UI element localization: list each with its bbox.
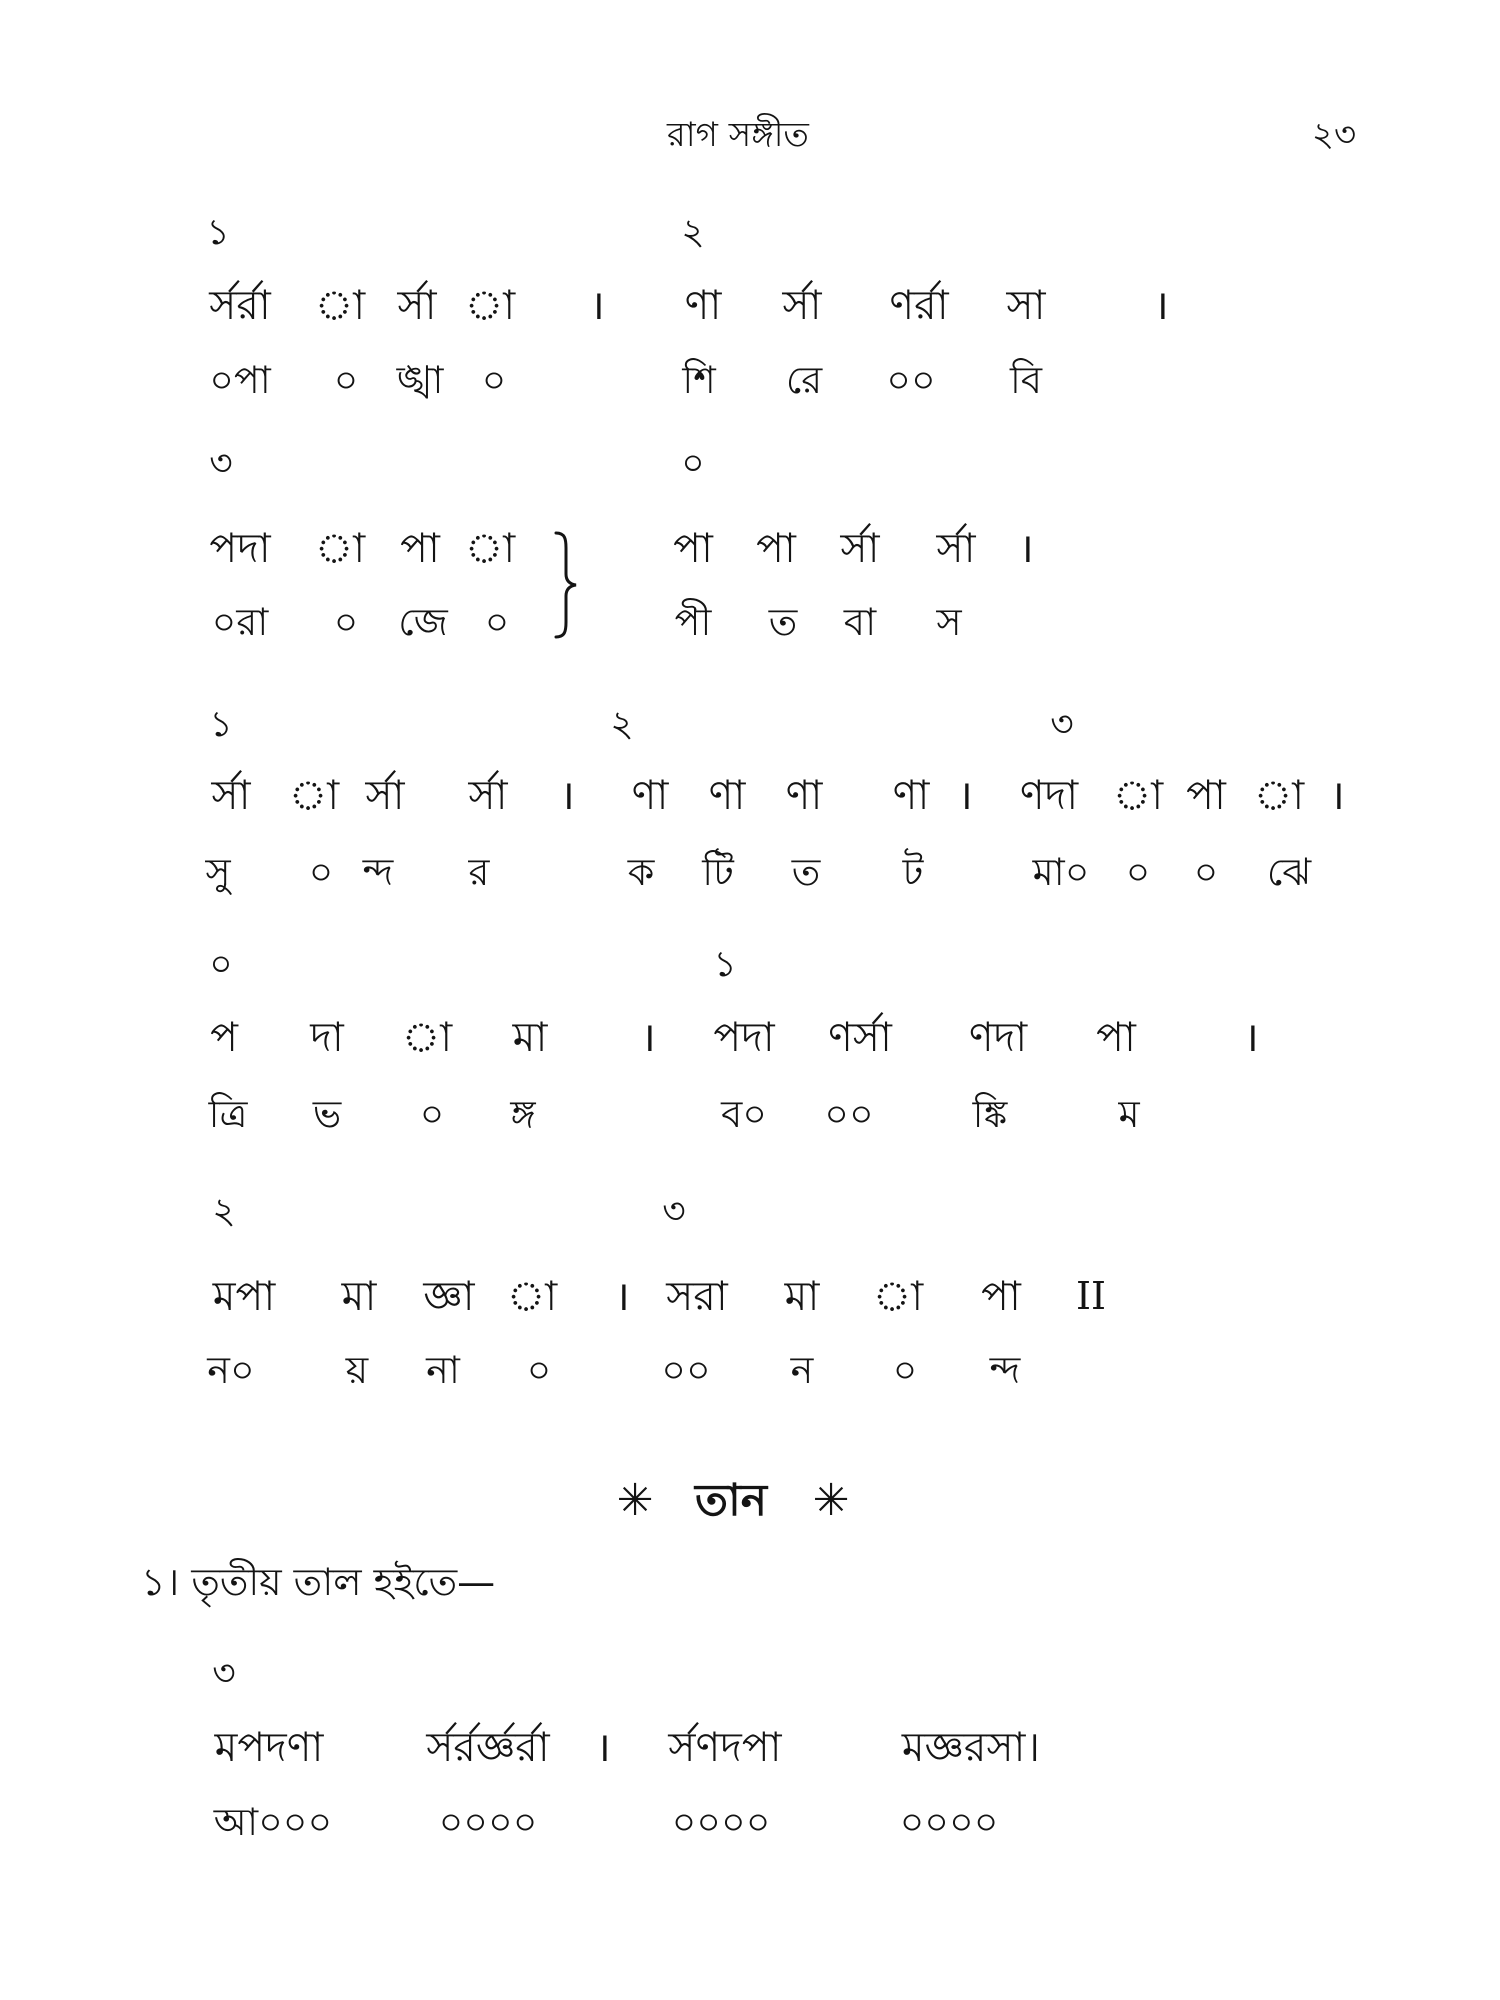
swara-note: পা [756, 524, 796, 572]
beat-marker: ৩ [662, 1191, 686, 1232]
beat-marker: ৩ [1050, 704, 1074, 745]
lyric-syllable: ০ [333, 600, 359, 644]
lyric-row [0, 1797, 1500, 1847]
swara-note: পদা [209, 524, 271, 572]
swara-note: া [1112, 771, 1164, 819]
lyric-syllable: ০০০০ [899, 1800, 999, 1844]
end-bar-line: II [1075, 1274, 1107, 1318]
tan-item-label: ১। তৃতীয় তাল হইতে— [141, 1560, 496, 1604]
lyric-syllable: ০০ [886, 358, 936, 402]
swara-note: ণা [631, 771, 669, 819]
bar-line: । [640, 1013, 656, 1061]
lyric-syllable: ঙ্খা [396, 358, 444, 402]
swara-note: সরা [666, 1272, 728, 1320]
swara-note: মা [784, 1272, 820, 1320]
lyric-syllable: ঙ্কি [972, 1092, 1008, 1136]
lyric-syllable: শি [682, 358, 716, 402]
lyric-syllable: ন্দ [362, 850, 394, 894]
beat-marker-row [0, 1187, 1500, 1237]
asterisk-ornament-icon: ✳ [812, 1475, 850, 1526]
lyric-syllable: ০ [481, 358, 507, 402]
lyric-row [0, 1089, 1500, 1139]
lyric-syllable: ন [790, 1348, 814, 1392]
lyric-syllable: ন০ [207, 1348, 255, 1392]
lyric-syllable: র [468, 850, 490, 894]
lyric-syllable: আ০০০ [213, 1800, 333, 1844]
bar-line: । [1018, 524, 1034, 572]
swara-note: র্সা [840, 524, 880, 572]
swara-note: ণা [892, 771, 930, 819]
lyric-syllable: ন্দ [989, 1348, 1021, 1392]
beat-marker-row [0, 1649, 1500, 1699]
swara-note: র্সা [468, 771, 508, 819]
lyric-syllable: ঙ্গ [510, 1092, 536, 1136]
lyric-syllable: ০০০০ [438, 1800, 538, 1844]
lyric-syllable: ০ [1125, 850, 1151, 894]
lyric-syllable: না [426, 1348, 460, 1392]
lyric-syllable: মা০ [1032, 850, 1090, 894]
swara-note: পা [400, 524, 440, 572]
swara-note: র্সা [936, 524, 976, 572]
lyric-row [0, 597, 1500, 647]
beat-marker: ২ [681, 212, 705, 253]
swara-note: ণা [708, 771, 746, 819]
lyric-syllable: ০রা [211, 600, 269, 644]
section-title: তান [694, 1475, 768, 1526]
lyric-row [0, 355, 1500, 405]
swara-note: মা [512, 1013, 548, 1061]
swara-row [0, 1012, 1500, 1062]
lyric-syllable: স [936, 600, 962, 644]
bar-line: । [1329, 771, 1345, 819]
swara-note: র্সর্রর্জ্ঞর্রা [426, 1723, 550, 1771]
swara-note: ণর্রা [889, 281, 949, 329]
beat-marker: ১ [713, 944, 737, 985]
lyric-syllable: ০ [526, 1348, 552, 1392]
lyric-syllable: সু [205, 850, 231, 894]
swara-note: র্সা [782, 281, 822, 329]
swara-note: া [872, 1272, 924, 1320]
tan-item-row [0, 1557, 1500, 1607]
lyric-syllable: ত [768, 600, 798, 644]
lyric-syllable: ০০০০ [671, 1800, 771, 1844]
swara-note: র্সণদপা [668, 1723, 782, 1771]
swara-row [0, 523, 1500, 573]
bar-line: । [595, 1723, 611, 1771]
lyric-syllable: জে [398, 600, 448, 644]
swara-row [0, 770, 1500, 820]
book-title: রাগ সঙ্গীত [667, 115, 809, 155]
swara-note: া [314, 524, 366, 572]
lyric-syllable: ত্রি [208, 1092, 248, 1136]
swara-note: ণদা [1019, 771, 1079, 819]
beat-marker: ২ [610, 704, 634, 745]
beat-marker: ০ [209, 944, 233, 985]
lyric-syllable: ০ [419, 1092, 445, 1136]
swara-row [0, 1271, 1500, 1321]
lyric-syllable: রে [785, 358, 823, 402]
beat-marker: ২ [212, 1191, 236, 1232]
section-heading [0, 1473, 1500, 1529]
lyric-syllable: ভ [312, 1092, 342, 1136]
lyric-syllable: টি [702, 850, 734, 894]
beat-marker-row [0, 940, 1500, 990]
lyric-syllable: ০পা [209, 358, 271, 402]
beat-marker: ১ [206, 212, 230, 253]
swara-note: া [1253, 771, 1305, 819]
bar-line: । [614, 1272, 630, 1320]
swara-row [0, 280, 1500, 330]
swara-note: মপা [212, 1272, 276, 1320]
swara-note: া [506, 1272, 558, 1320]
lyric-syllable: ট [902, 850, 924, 894]
page-number: ২৩ [1311, 115, 1357, 155]
bar-line: । [589, 281, 605, 329]
swara-note: া [464, 524, 516, 572]
bar-line: । [1243, 1013, 1259, 1061]
lyric-syllable: ত [791, 850, 821, 894]
beat-marker-row [0, 439, 1500, 489]
bar-line: । [559, 771, 575, 819]
beat-marker: ৩ [209, 443, 233, 484]
swara-note: ণদা [968, 1013, 1028, 1061]
asterisk-ornament-icon: ✳ [616, 1475, 654, 1526]
lyric-row [0, 847, 1500, 897]
beat-marker-row [0, 208, 1500, 258]
lyric-syllable: পী [674, 600, 712, 644]
lyric-syllable: বি [1009, 358, 1043, 402]
swara-note: পদা [713, 1013, 775, 1061]
swara-note: র্সা [397, 281, 437, 329]
swara-note: া [314, 281, 366, 329]
swara-note: পা [1096, 1013, 1136, 1061]
swara-note: র্সর্রা [209, 281, 271, 329]
swara-note: দা [310, 1013, 344, 1061]
swara-note: া [464, 281, 516, 329]
lyric-syllable: ০ [308, 850, 334, 894]
bar-line: । [1153, 281, 1169, 329]
swara-note: পা [1186, 771, 1226, 819]
lyric-syllable: ০০ [661, 1348, 711, 1392]
lyric-syllable: ম [1118, 1092, 1140, 1136]
beat-marker-row [0, 700, 1500, 750]
swara-note: া [288, 771, 340, 819]
swara-note: সা [1006, 281, 1046, 329]
lyric-syllable: ০ [892, 1348, 918, 1392]
swara-note: জ্ঞা [423, 1272, 475, 1320]
swara-note: পা [673, 524, 713, 572]
swara-note: ণা [684, 281, 722, 329]
swara-note: প [210, 1013, 238, 1061]
lyric-syllable: ব০ [721, 1092, 767, 1136]
lyric-row [0, 1345, 1500, 1395]
lyric-syllable: ০ [484, 600, 510, 644]
lyric-syllable: ঝে [1266, 850, 1312, 894]
swara-note: া [401, 1013, 453, 1061]
running-header [0, 113, 1500, 157]
beat-marker: ১ [209, 704, 233, 745]
lyric-syllable: ০০ [824, 1092, 874, 1136]
swara-note: মপদণা [214, 1723, 324, 1771]
swara-note: মা [341, 1272, 377, 1320]
swara-note: মজ্ঞরসা। [901, 1723, 1041, 1771]
beat-marker: ৩ [212, 1653, 236, 1694]
lyric-syllable: ০ [333, 358, 359, 402]
swara-row [0, 1722, 1500, 1772]
swara-note: র্সা [211, 771, 251, 819]
lyric-syllable: ক [627, 850, 655, 894]
bar-line: । [957, 771, 973, 819]
lyric-syllable: বা [843, 600, 877, 644]
swara-note: ণা [785, 771, 823, 819]
swara-note: ণর্সা [828, 1013, 892, 1061]
lyric-syllable: ০ [1193, 850, 1219, 894]
swara-note: পা [981, 1272, 1021, 1320]
beat-marker: ০ [681, 443, 705, 484]
swara-note: র্সা [365, 771, 405, 819]
lyric-syllable: য় [345, 1348, 369, 1392]
